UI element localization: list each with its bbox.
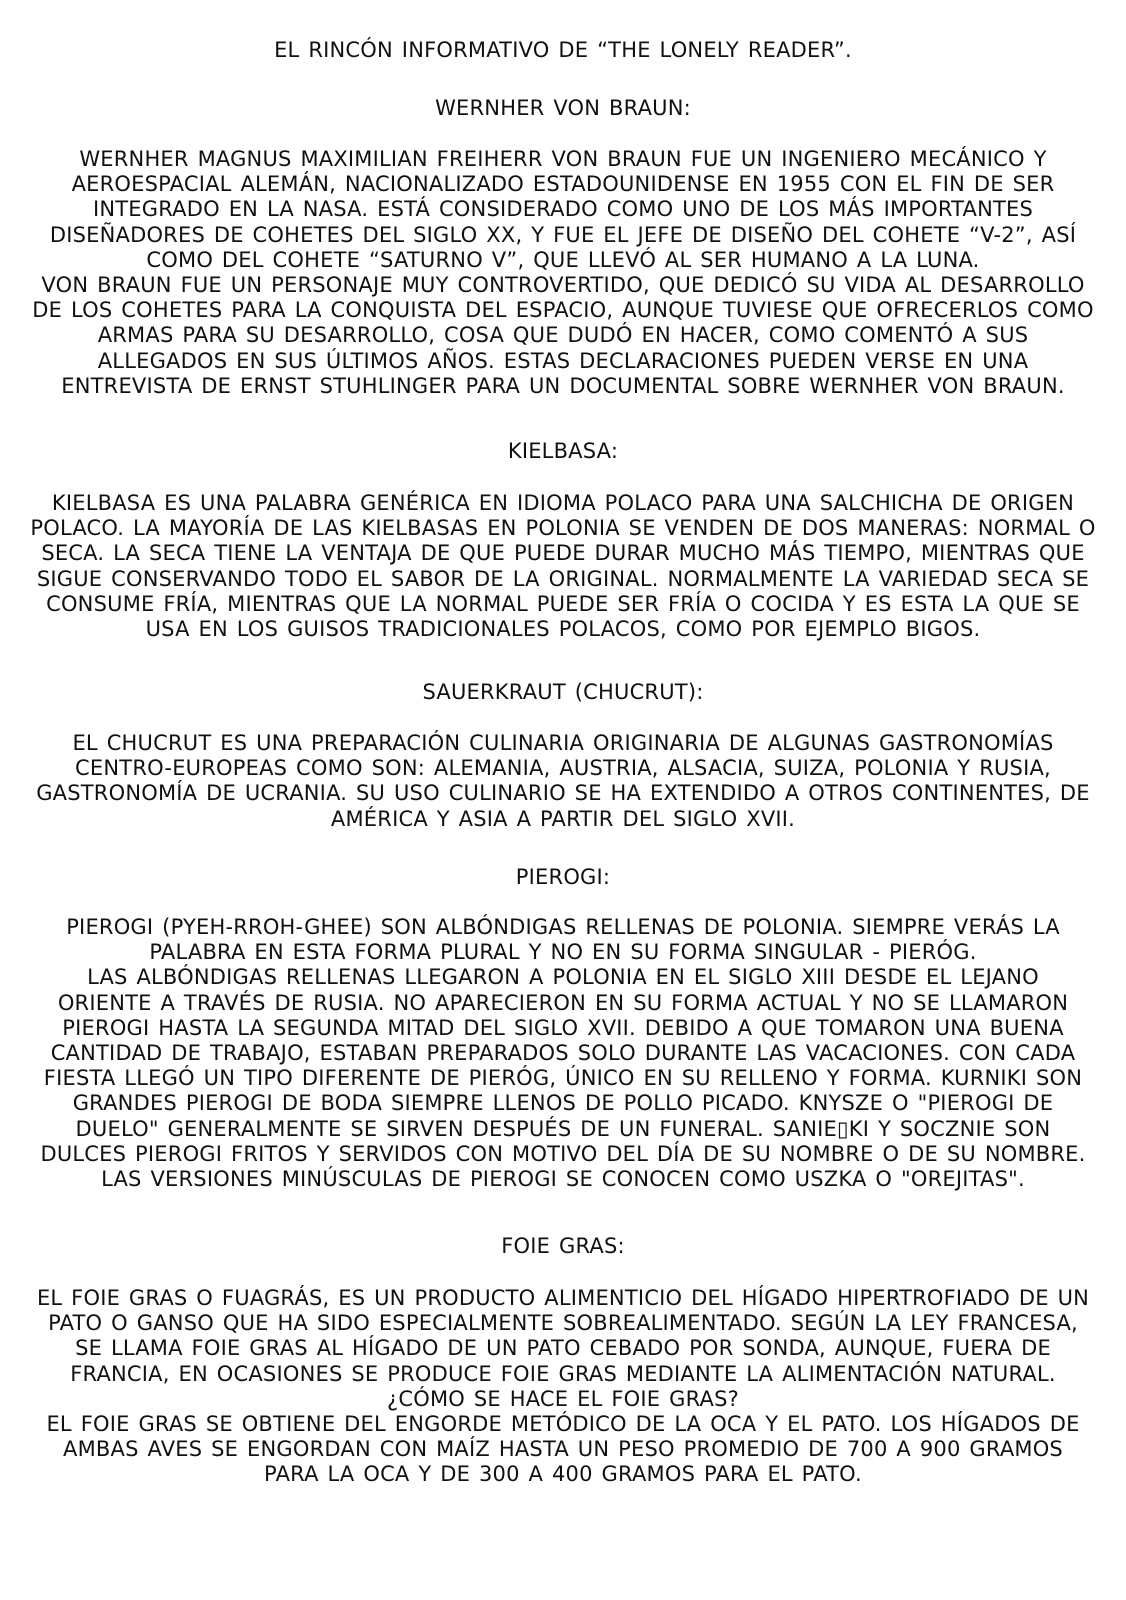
- text-line: SIGUE CONSERVANDO TODO EL SABOR DE LA ORIGINAL. NORMALMENTE LA VARIEDAD SECA SE: [36, 566, 1090, 591]
- text-line: CANTIDAD DE TRABAJO, ESTABAN PREPARADOS SOLO DURANTE LAS VACACIONES. CON CADA: [50, 1041, 1076, 1066]
- text-line: ARMAS PARA SU DESARROLLO, COSA QUE DUDÓ EN HACER, COMO COMENTÓ A SUS: [97, 323, 1029, 348]
- text-line: KIELBASA ES UNA PALABRA GENÉRICA EN IDIOMA POLACO PARA UNA SALCHICHA DE ORIGEN: [51, 491, 1075, 515]
- section-title-sauerkraut: [20, 680, 1106, 705]
- text-line: ENTREVISTA DE ERNST STUHLINGER PARA UN DOCUMENTAL SOBRE WERNHER VON BRAUN.: [61, 373, 1065, 398]
- section-heading: WERNHER VON BRAUN:: [435, 96, 691, 120]
- section-body-foie-gras: [20, 1286, 1106, 1488]
- section-title-kielbasa: [20, 439, 1106, 464]
- text-line: AMÉRICA Y ASIA A PARTIR DEL SIGLO XVII.: [330, 806, 796, 831]
- section-heading: FOIE GRAS:: [501, 1234, 625, 1258]
- text-line: LAS ALBÓNDIGAS RELLENAS LLEGARON A POLONIA EN EL SIGLO XIII DESDE EL LEJANO: [87, 965, 1039, 990]
- text-line: AMBAS AVES SE ENGORDAN CON MAÍZ HASTA UN PESO PROMEDIO DE 700 A 900 GRAMOS: [63, 1437, 1063, 1462]
- text-line: EL FOIE GRAS SE OBTIENE DEL ENGORDE METÓDICO DE LA OCA Y EL PATO. LOS HÍGADOS DE: [46, 1412, 1080, 1437]
- section-title-pierogi: [20, 865, 1106, 890]
- section-heading: SAUERKRAUT (CHUCRUT):: [422, 680, 704, 704]
- text-line: DULCES PIEROGI FRITOS Y SERVIDOS CON MOTIVO DEL DÍA DE SU NOMBRE O DE SU NOMBRE.: [40, 1141, 1086, 1166]
- text-line: PIEROGI HASTA LA SEGUNDA MITAD DEL SIGLO XVII. DEBIDO A QUE TOMARON UNA BUENA: [62, 1015, 1064, 1040]
- text-line: ¿CÓMO SE HACE EL FOIE GRAS?: [387, 1386, 739, 1411]
- text-line: ALLEGADOS EN SUS ÚLTIMOS AÑOS. ESTAS DECLARACIONES PUEDEN VERSE EN UNA: [97, 348, 1029, 373]
- section-heading: PIEROGI:: [515, 865, 611, 889]
- text-line: CONSUME FRÍA, MIENTRAS QUE LA NORMAL PUEDE SER FRÍA O COCIDA Y ES ESTA LA QUE SE: [46, 591, 1080, 616]
- text-line: USA EN LOS GUISOS TRADICIONALES POLACOS, COMO POR EJEMPLO BIGOS.: [145, 617, 981, 642]
- text-line: ORIENTE A TRAVÉS DE RUSIA. NO APARECIERON EN SU FORMA ACTUAL Y NO SE LLAMARON: [57, 990, 1069, 1015]
- text-line: GRANDES PIEROGI DE BODA SIEMPRE LLENOS DE POLLO PICADO. KNYSZE O "PIEROGI DE: [72, 1091, 1054, 1116]
- text-line: DISEÑADORES DE COHETES DEL SIGLO XX, Y FUE EL JEFE DE DISEÑO DEL COHETE “V-2”, ASÍ: [49, 222, 1077, 247]
- text-line: LAS VERSIONES MINÚSCULAS DE PIEROGI SE CONOCEN COMO USZKA O "OREJITAS".: [101, 1167, 1025, 1192]
- section-heading: KIELBASA:: [507, 439, 619, 463]
- section-body-pierogi: [20, 915, 1106, 1192]
- text-line: AEROESPACIAL ALEMÁN, NACIONALIZADO ESTADOUNIDENSE EN 1955 CON EL FIN DE SER: [71, 172, 1055, 197]
- page-header: [20, 38, 1106, 63]
- section-title-foie-gras: [20, 1234, 1106, 1259]
- section-title-von-braun: [20, 96, 1106, 121]
- text-line: POLACO. LA MAYORÍA DE LAS KIELBASAS EN POLONIA SE VENDEN DE DOS MANERAS: NORMAL O: [30, 516, 1096, 541]
- section-body-kielbasa: [20, 491, 1106, 642]
- text-line: GASTRONOMÍA DE UCRANIA. SU USO CULINARIO SE HA EXTENDIDO A OTROS CONTINENTES, DE: [36, 781, 1090, 806]
- text-line: EL FOIE GRAS O FUAGRÁS, ES UN PRODUCTO ALIMENTICIO DEL HÍGADO HIPERTROFIADO DE UN: [36, 1286, 1090, 1310]
- text-line: PALABRA EN ESTA FORMA PLURAL Y NO EN SU FORMA SINGULAR - PIERÓG.: [149, 940, 977, 965]
- section-body-sauerkraut: [20, 731, 1106, 832]
- text-line: COMO DEL COHETE “SATURNO V”, QUE LLEVÓ AL SER HUMANO A LA LUNA.: [146, 247, 980, 272]
- text-line: INTEGRADO EN LA NASA. ESTÁ CONSIDERADO COMO UNO DE LOS MÁS IMPORTANTES: [92, 197, 1034, 222]
- text-line: EL CHUCRUT ES UNA PREPARACIÓN CULINARIA ORIGINARIA DE ALGUNAS GASTRONOMÍAS: [72, 731, 1054, 755]
- text-line: CENTRO-EUROPEAS COMO SON: ALEMANIA, AUSTRIA, ALSACIA, SUIZA, POLONIA Y RUSIA,: [75, 756, 1051, 781]
- text-line: PIEROGI (PYEH-RROH-GHEE) SON ALBÓNDIGAS RELLENAS DE POLONIA. SIEMPRE VERÁS LA: [66, 915, 1060, 939]
- text-line: DE LOS COHETES PARA LA CONQUISTA DEL ESPACIO, AUNQUE TUVIESE QUE OFRECERLOS COMO: [32, 298, 1094, 323]
- text-line: WERNHER MAGNUS MAXIMILIAN FREIHERR VON BRAUN FUE UN INGENIERO MECÁNICO Y: [79, 147, 1047, 171]
- section-body-von-braun: [20, 147, 1106, 399]
- text-line: PATO O GANSO QUE HA SIDO ESPECIALMENTE SOBREALIMENTADO. SEGÚN LA LEY FRANCESA,: [48, 1311, 1078, 1336]
- text-line: DUELO" GENERALMENTE SE SIRVEN DESPUÉS DE UN FUNERAL. SANIE▯KI Y SOCZNIE SON: [75, 1116, 1051, 1141]
- text-line: FRANCIA, EN OCASIONES SE PRODUCE FOIE GRAS MEDIANTE LA ALIMENTACIÓN NATURAL.: [70, 1361, 1056, 1386]
- text-line: FIESTA LLEGÓ UN TIPO DIFERENTE DE PIERÓG, ÚNICO EN SU RELLENO Y FORMA. KURNIKI SON: [43, 1066, 1083, 1091]
- text-line: SECA. LA SECA TIENE LA VENTAJA DE QUE PUEDE DURAR MUCHO MÁS TIEMPO, MIENTRAS QUE: [41, 541, 1085, 566]
- text-line: PARA LA OCA Y DE 300 A 400 GRAMOS PARA EL PATO.: [264, 1462, 862, 1487]
- text-line: SE LLAMA FOIE GRAS AL HÍGADO DE UN PATO CEBADO POR SONDA, AUNQUE, FUERA DE: [75, 1336, 1051, 1361]
- text-line: VON BRAUN FUE UN PERSONAJE MUY CONTROVERTIDO, QUE DEDICÓ SU VIDA AL DESARROLLO: [41, 273, 1085, 298]
- header-title: EL RINCÓN INFORMATIVO DE “THE LONELY READER”.: [274, 38, 852, 62]
